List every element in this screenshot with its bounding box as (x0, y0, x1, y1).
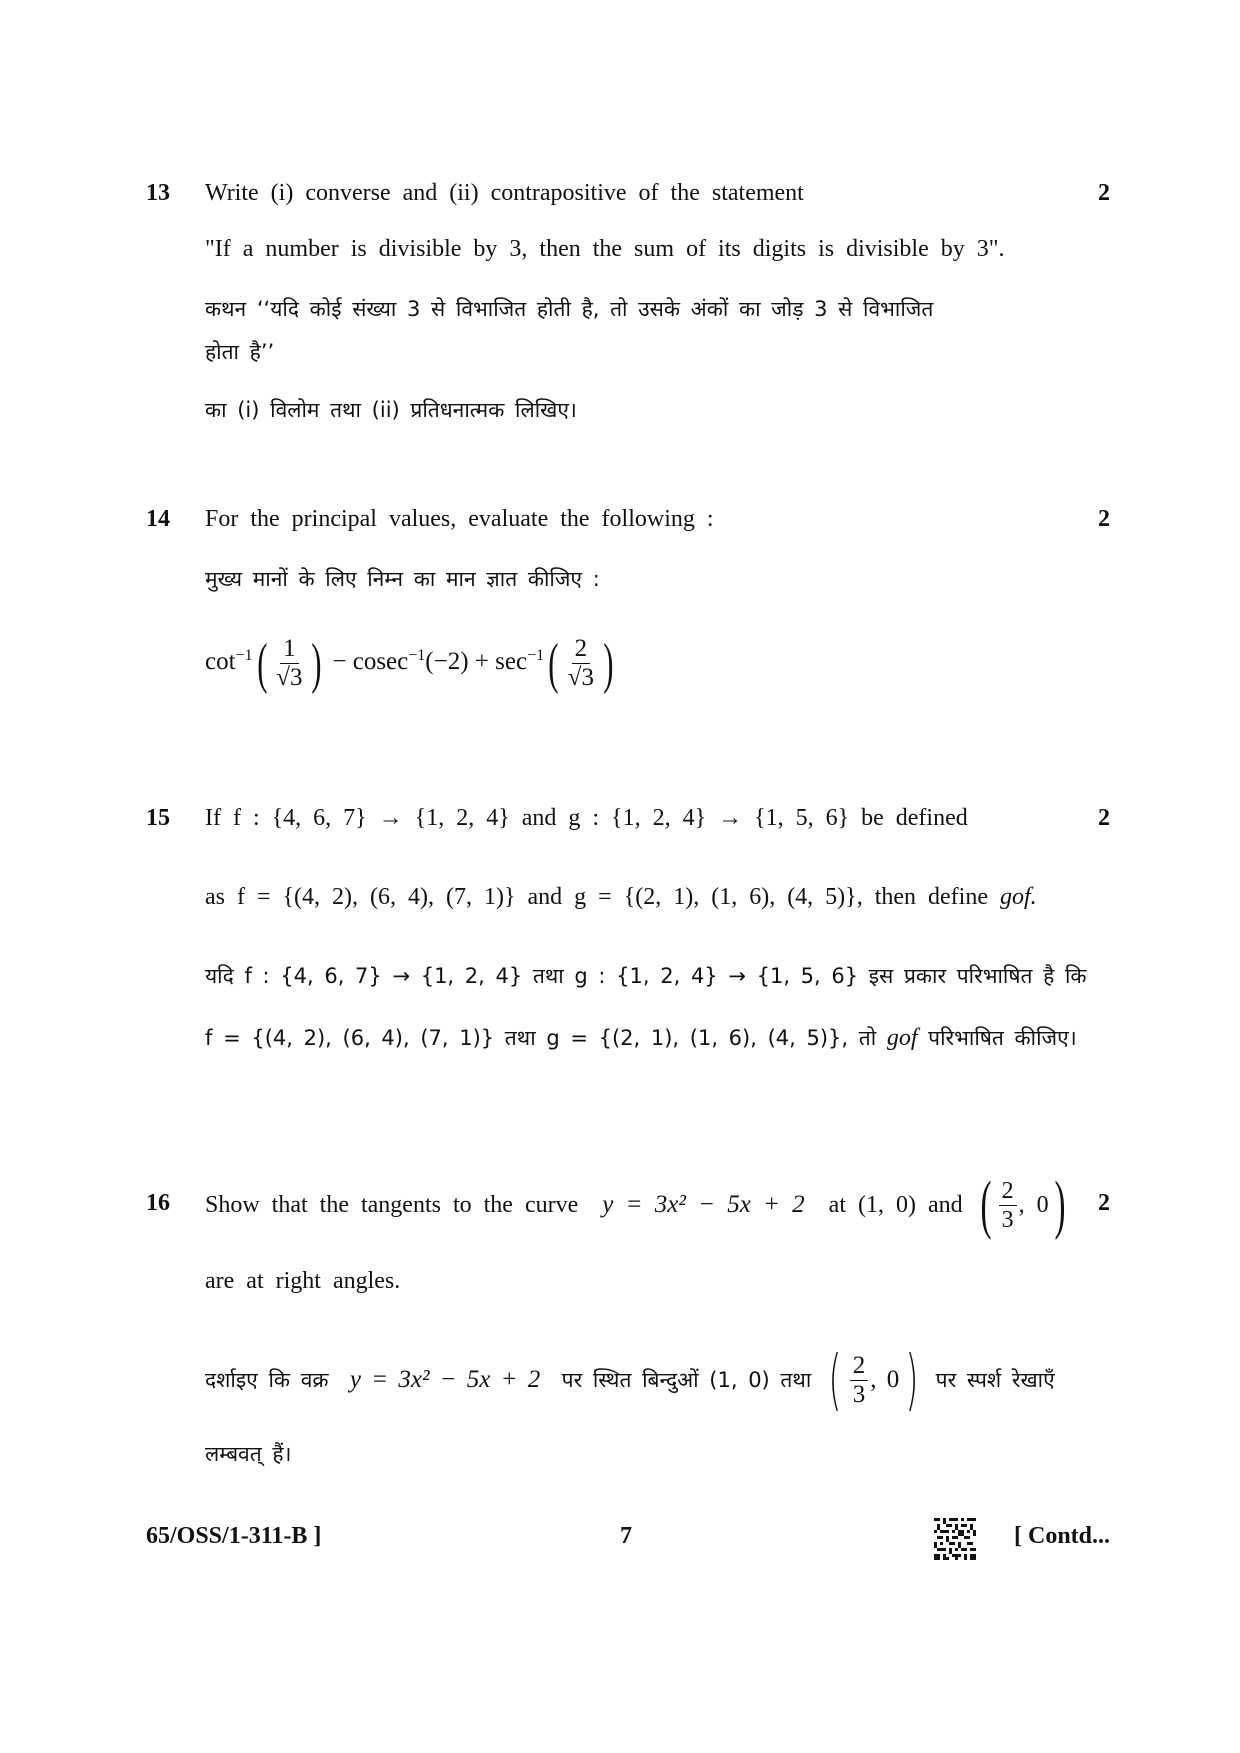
text-part: पर स्थित बिन्दुओं (1, 0) तथा (561, 1368, 812, 1392)
expr-cosec: − cosec (332, 648, 409, 676)
question-text-hi: कथन ‘‘यदि कोई संख्या 3 से विभाजित होती है, तो उसके अंकों का जोड़ 3 से विभाजित (205, 297, 934, 321)
paren-close: ) (1054, 1168, 1066, 1241)
numerator: 2 (572, 635, 591, 664)
expr-sup: −1 (408, 646, 426, 664)
numerator: 1 (280, 635, 299, 664)
denominator: √3 (567, 664, 594, 691)
text-part: दर्शाइए कि वक्र (205, 1368, 329, 1392)
paren-open: ( (828, 1341, 842, 1418)
paren-open: ( (548, 632, 559, 695)
question-number: 16 (146, 1190, 170, 1216)
denominator: √3 (276, 664, 303, 691)
page-number: 7 (620, 1523, 632, 1549)
question-number: 14 (146, 506, 170, 532)
question-marks: 2 (1098, 1190, 1110, 1216)
expr-sup: −1 (527, 646, 545, 664)
text-part: पर स्पर्श रेखाएँ (935, 1368, 1055, 1392)
fraction (999, 1177, 1017, 1234)
question-marks: 2 (1098, 506, 1110, 532)
numerator: 2 (850, 1352, 869, 1381)
question-text-hi: होता है’’ (205, 340, 275, 364)
curve-equation: y = 3x² − 5x + 2 (602, 1191, 805, 1218)
point-rest: , 0 (870, 1366, 900, 1393)
point-rest: , 0 (1018, 1191, 1049, 1218)
question-text-en: Write (i) converse and (ii) contrapositive of the statement (205, 180, 804, 206)
question-text-en: For the principal values, evaluate the following : (205, 506, 714, 532)
question-text-hi (205, 1335, 1055, 1425)
curve-equation: y = 3x² − 5x + 2 (349, 1366, 541, 1393)
question-text-hi: का (i) विलोम तथा (ii) प्रतिधनात्मक लिखिए। (205, 398, 577, 422)
expr-sec: + sec (474, 648, 528, 676)
text-part: Show that the tangents to the curve (205, 1191, 579, 1218)
question-text-hi: यदि f : {4, 6, 7} → {1, 2, 4} तथा g : {1, 2, 4} → {1, 5, 6} इस प्रकार परिभाषित है कि (205, 964, 1087, 988)
fraction (565, 635, 597, 692)
question-text-hi: लम्बवत् हैं। (205, 1442, 292, 1466)
paren-open: ( (980, 1168, 992, 1241)
paren-close: ) (311, 632, 322, 695)
fraction (273, 635, 305, 692)
text-part: f = {(4, 2), (6, 4), (7, 1)} तथा g = {(2, 1), (1, 6), (4, 5)}, तो (205, 1026, 887, 1050)
text-part: as f = {(4, 2), (6, 4), (7, 1)} and g = {(2, 1), (1, 6), (4, 5)}, then define (205, 884, 1000, 910)
paren-open: ( (256, 632, 268, 695)
denominator: 3 (852, 1380, 866, 1408)
question-number: 13 (146, 180, 170, 206)
continued-label: [ Contd... (1014, 1523, 1111, 1549)
numerator: 2 (999, 1177, 1017, 1206)
paren-close: ) (905, 1341, 919, 1418)
question-text-en: If f : {4, 6, 7} → {1, 2, 4} and g : {1, 2, 4} → {1, 5, 6} be defined (205, 805, 968, 831)
inverse-trig-expression (205, 632, 618, 695)
text-italic: gof (886, 1025, 918, 1051)
question-text-en: are at right angles. (205, 1268, 401, 1294)
text-italic: gof. (999, 884, 1037, 910)
question-marks: 2 (1098, 805, 1110, 831)
expr-arg: (−2) (425, 648, 469, 676)
question-marks: 2 (1098, 180, 1110, 206)
paper-code: 65/OSS/1-311-B ] (146, 1523, 322, 1549)
qr-code-icon (934, 1518, 976, 1560)
text-part: परिभाषित कीजिए। (917, 1026, 1077, 1050)
question-text-hi (205, 1024, 1077, 1052)
expr-sup: −1 (235, 646, 253, 664)
text-part: at (1, 0) and (828, 1191, 963, 1218)
question-text-en (205, 1160, 1071, 1250)
question-text-hi: मुख्य मानों के लिए निम्न का मान ज्ञात कीजिए : (205, 567, 600, 591)
expr-cot: cot (205, 648, 236, 676)
fraction (850, 1352, 869, 1409)
question-text-en (205, 884, 1037, 911)
denominator: 3 (1001, 1206, 1014, 1233)
paren-close: ) (603, 632, 614, 695)
question-number: 15 (146, 805, 170, 831)
question-text-en: "If a number is divisible by 3, then the sum of its digits is divisible by 3". (205, 236, 1005, 262)
